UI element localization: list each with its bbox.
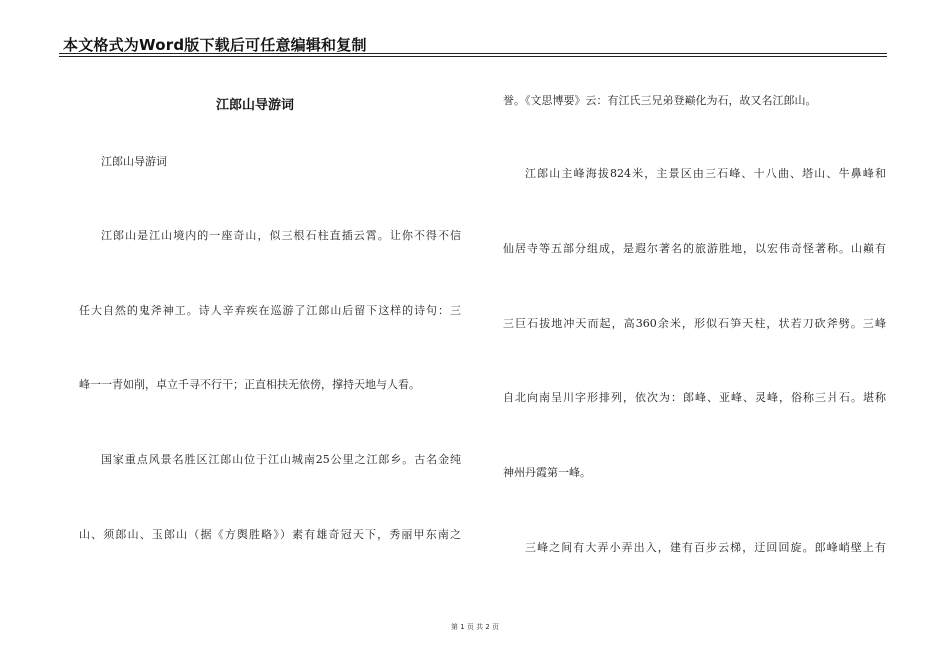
paragraph-line: 山、须郎山、玉郎山（据《方舆胜略》）素有雄奇冠天下，秀丽甲东南之 — [79, 528, 461, 541]
document-title: 江郎山导游词 — [216, 98, 295, 113]
page-footer: 第 1 页 共 2 页 — [450, 623, 500, 631]
paragraph-line: 誉。《文思博要》云：有江氏三兄弟登巅化为石，故又名江郎山。 — [503, 94, 817, 107]
paragraph-line: 江郎山导游词 — [101, 155, 167, 168]
header-rule-bottom — [59, 56, 887, 57]
paragraph-line: 江郎山是江山境内的一座奇山，似三根石柱直插云霄。让你不得不信 — [101, 229, 461, 242]
header-rule-top — [59, 53, 887, 54]
download-banner: 本文格式为Word版下载后可任意编辑和复制 — [63, 36, 367, 54]
paragraph-line: 国家重点风景名胜区江郎山位于江山城南25公里之江郎乡。古名金纯 — [101, 453, 461, 466]
paragraph-line: 江郎山主峰海拔824米，主景区由三石峰、十八曲、塔山、牛鼻峰和 — [525, 167, 886, 180]
paragraph-line: 自北向南呈川字形排列，依次为：郎峰、亚峰、灵峰，俗称三爿石。堪称 — [503, 391, 886, 404]
paragraph-line: 仙居寺等五部分组成，是遐尔著名的旅游胜地，以宏伟奇怪著称。山巅有 — [503, 242, 886, 255]
paragraph-line: 三巨石拔地冲天而起，高360余米，形似石笋天柱，状若刀砍斧劈。三峰 — [503, 317, 886, 330]
paragraph-line: 任大自然的鬼斧神工。诗人辛弃疾在巡游了江郎山后留下这样的诗句：三 — [79, 304, 461, 317]
paragraph-line: 神州丹霞第一峰。 — [503, 466, 591, 479]
paragraph-line: 三峰之间有大弄小弄出入，建有百步云梯，迂回回旋。郎峰峭壁上有 — [525, 541, 886, 554]
paragraph-line: 峰一一青如削，卓立千寻不行干；正直相扶无依傍，撑持天地与人看。 — [79, 378, 420, 391]
